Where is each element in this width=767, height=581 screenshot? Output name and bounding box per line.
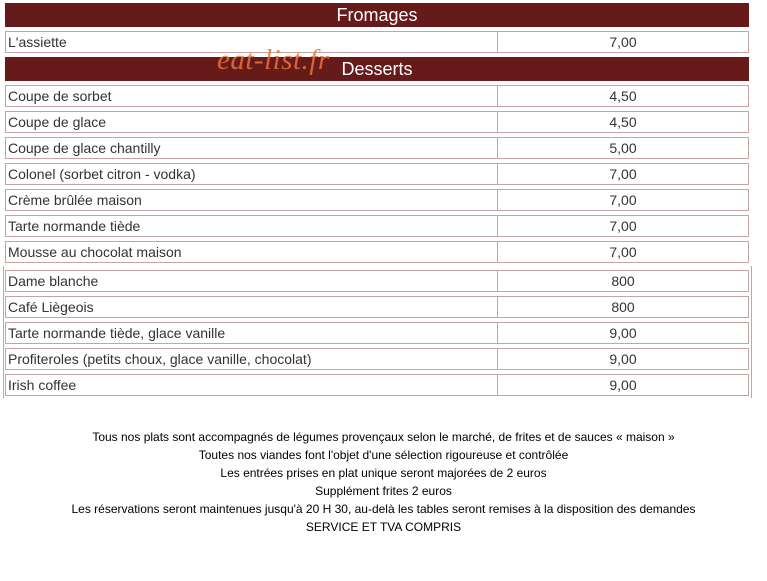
- item-name: Mousse au chocolat maison: [5, 241, 498, 263]
- item-name: Dame blanche: [5, 270, 498, 292]
- section-title: Fromages: [336, 4, 418, 25]
- footer-line: SERVICE ET TVA COMPRIS: [305, 520, 462, 534]
- item-name: L'assiette: [5, 31, 498, 53]
- menu-row: [5, 85, 749, 107]
- item-price: 7,00: [497, 241, 749, 263]
- item-price: 5,00: [497, 137, 749, 159]
- menu-row: [5, 241, 749, 263]
- menu-row: [5, 137, 749, 159]
- item-price: 7,00: [497, 215, 749, 237]
- footer-line: Tous nos plats sont accompagnés de légumes provençaux selon le marché, de frites et de sauces « maison »: [92, 430, 675, 444]
- item-name: Café Liègeois: [5, 296, 498, 318]
- footer-line: Supplément frites 2 euros: [315, 484, 452, 498]
- item-name: Colonel (sorbet citron - vodka): [5, 163, 498, 185]
- item-price: 9,00: [497, 322, 749, 344]
- section-header-fromages: [5, 3, 749, 27]
- item-price: 7,00: [497, 31, 749, 53]
- footer-line: Toutes nos viandes font l'objet d'une sélection rigoureuse et contrôlée: [198, 448, 569, 462]
- item-price: 4,50: [497, 111, 749, 133]
- item-name: Irish coffee: [5, 374, 498, 396]
- item-price: 4,50: [497, 85, 749, 107]
- item-price: 800: [497, 270, 749, 292]
- watermark: eat-list.fr: [217, 44, 330, 76]
- menu-row: [5, 215, 749, 237]
- footer-line: Les réservations seront maintenues jusqu'à 20 H 30, au-delà les tables seront remises à la disposition des demandes: [71, 502, 696, 516]
- item-price: 7,00: [497, 189, 749, 211]
- section-title: Desserts: [341, 58, 413, 79]
- menu-row: [5, 374, 749, 396]
- table-border-left: [3, 266, 4, 398]
- item-name: Coupe de sorbet: [5, 85, 498, 107]
- menu-row: [5, 322, 749, 344]
- menu-row: [5, 296, 749, 318]
- menu-row: [5, 31, 749, 53]
- item-name: Tarte normande tiède: [5, 215, 498, 237]
- item-name: Coupe de glace: [5, 111, 498, 133]
- menu-row: [5, 111, 749, 133]
- menu-row: [5, 348, 749, 370]
- section-header-desserts: [5, 57, 749, 81]
- item-name: Crème brûlée maison: [5, 189, 498, 211]
- menu-row: [5, 189, 749, 211]
- item-price: 800: [497, 296, 749, 318]
- menu-row: [5, 270, 749, 292]
- item-name: Profiteroles (petits choux, glace vanille, chocolat): [5, 348, 498, 370]
- menu-row: [5, 163, 749, 185]
- table-border-right: [751, 266, 752, 398]
- item-price: 9,00: [497, 348, 749, 370]
- item-name: Coupe de glace chantilly: [5, 137, 498, 159]
- item-price: 7,00: [497, 163, 749, 185]
- footer-line: Les entrées prises en plat unique seront majorées de 2 euros: [220, 466, 547, 480]
- item-name: Tarte normande tiède, glace vanille: [5, 322, 498, 344]
- footer-notes: [0, 428, 767, 536]
- item-price: 9,00: [497, 374, 749, 396]
